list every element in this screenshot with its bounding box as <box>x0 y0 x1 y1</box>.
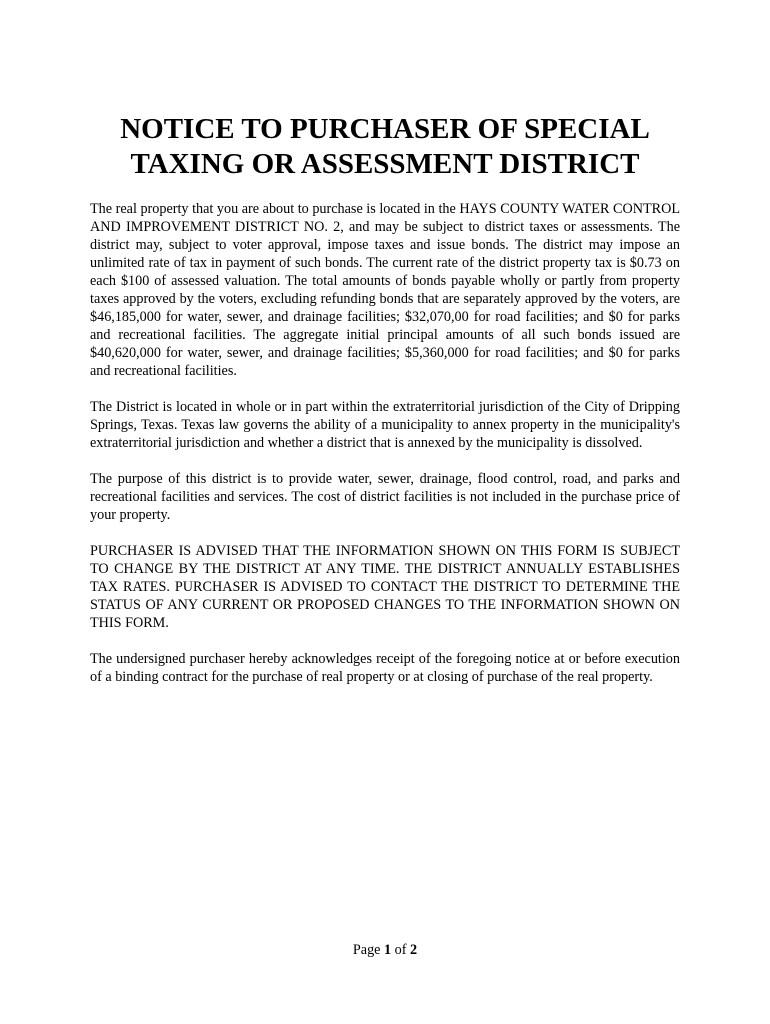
page-number <box>0 941 770 959</box>
paragraph-acknowledgement: The undersigned purchaser hereby acknowledges receipt of the foregoing notice at or before execution of a binding contract for the purchase of real property or at closing of purchase of the real property. <box>90 651 680 685</box>
paragraph-district-purpose: The purpose of this district is to provide water, sewer, drainage, flood control, road, and parks and recreational facilities and services. The cost of district facilities is not included in the purchase price of your property. <box>90 471 680 523</box>
title-line-2: TAXING OR ASSESSMENT DISTRICT <box>130 148 640 180</box>
paragraph-purchaser-advisory: PURCHASER IS ADVISED THAT THE INFORMATION SHOWN ON THIS FORM IS SUBJECT TO CHANGE BY THE DISTRICT AT ANY TIME. THE DISTRICT ANNUALLY ESTABLISHES TAX RATES. PURCHASER IS ADVISED TO CONTACT THE DISTRICT TO DETERMINE THE STATUS OF ANY CURRENT OR PROPOSED CHANGES TO THE INFORMATION SHOWN ON THIS FORM. <box>90 543 680 631</box>
paragraph-extraterritorial-jurisdiction: The District is located in whole or in part within the extraterritorial jurisdiction of the City of Dripping Springs, Texas. Texas law governs the ability of a municipality to annex property in the municipality's extraterritorial jurisdiction and whether a district that is annexed by the municipality is dissolved. <box>90 399 680 451</box>
page-current: 1 <box>384 942 392 958</box>
paragraph-district-taxes: The real property that you are about to purchase is located in the HAYS COUNTY WATER CONTROL AND IMPROVEMENT DISTRICT NO. 2, and may be subject to district taxes or assessments. The district may, subject to voter approval, impose taxes and issue bonds. The district may impose an unlimited rate of tax in payment of such bonds. The current rate of the district property tax is $0.73 on each $100 of assessed valuation. The total amounts of bonds payable wholly or partly from property taxes approved by the voters, excluding refunding bonds that are separately approved by the voters, are $46,185,000 for water, sewer, and drainage facilities; $32,070,00 for road facilities; and $0 for parks and recreational facilities. The aggregate initial principal amounts of all such bonds issued are $40,620,000 for water, sewer, and drainage facilities; $5,360,000 for road facilities; and $0 for parks and recreational facilities. <box>90 201 680 379</box>
document-title <box>90 112 680 182</box>
page-label: Page <box>352 942 385 958</box>
document-body <box>90 200 680 704</box>
page-total: 2 <box>410 942 418 958</box>
page-of-label: of <box>391 942 411 958</box>
title-line-1: NOTICE TO PURCHASER OF SPECIAL <box>120 113 650 145</box>
